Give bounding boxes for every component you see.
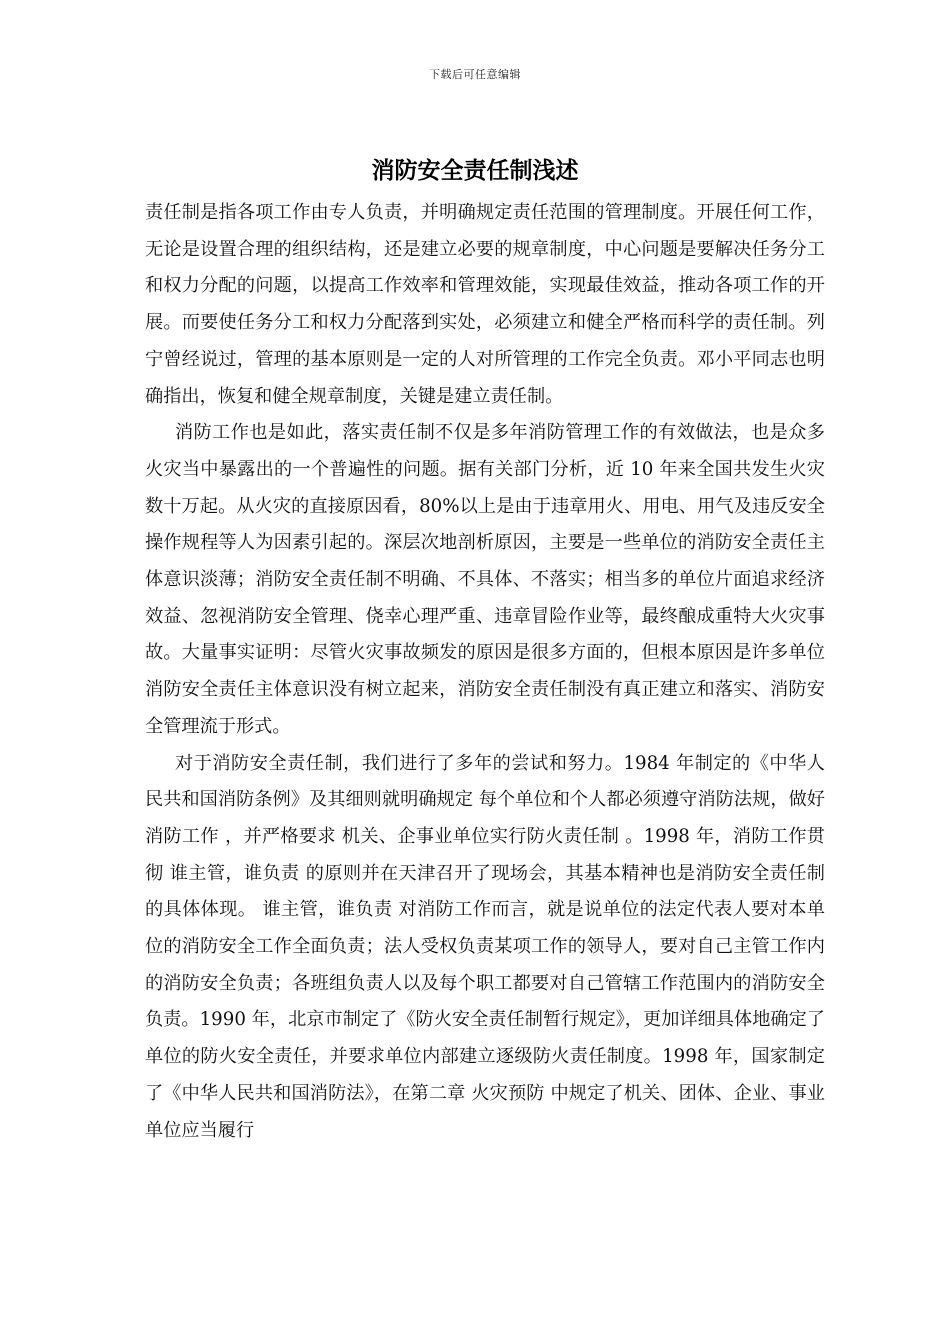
- header-note: 下载后可任意编辑: [429, 68, 521, 81]
- document-title: 消防安全责任制浅述: [371, 158, 579, 184]
- paragraph-3: 对于消防安全责任制，我们进行了多年的尝试和努力。1984 年制定的《中华人民共和国消防条例》及其细则就明确规定 每个单位和个人都必须遵守消防法规，做好消防工作 ，并严格要求 机关、企事业单位实行防火责任制 。1998 年，消防工作贯彻 谁主管，谁负责 的原则并在天津召开了现场会，其基本精神也是消防安全责任制的具体体现。 谁主管，谁负责 对消防工作而言，就是说单位的法定代表人要对本单位的消防安全工作全面负责；法人受权负责某项工作的领导人，要对自己主管工作内的消防安全负责；各班组负责人以及每个职工都要对自己管辖工作范围内的消防安全负责。1990 年，北京市制定了《防火安全责任制暂行规定》，更加详细具体地确定了单位的防火安全责任，并要求单位内部建立逐级防火责任制度。1998 年，国家制定了《中华人民共和国消防法》，在第二章 火灾预防 中规定了机关、团体、企业、事业单位应当履行: [145, 752, 825, 1141]
- document-body: [145, 195, 825, 1149]
- paragraph-1: 责任制是指各项工作由专人负责，并明确规定责任范围的管理制度。开展任何工作，无论是设置合理的组织结构，还是建立必要的规章制度，中心问题是要解决任务分工和权力分配的问题，以提高工作效率和管理效能，实现最佳效益，推动各项工作的开展。而要使任务分工和权力分配落到实处，必须建立和健全严格而科学的责任制。列宁曾经说过，管理的基本原则是一定的人对所管理的工作完全负责。邓小平同志也明确指出，恢复和健全规章制度，关键是建立责任制。: [145, 202, 825, 407]
- paragraph-2: 消防工作也是如此，落实责任制不仅是多年消防管理工作的有效做法，也是众多火灾当中暴露出的一个普遍性的问题。据有关部门分析，近 10 年来全国共发生火灾数十万起。从火灾的直接原因看，80%以上是由于违章用火、用电、用气及违反安全操作规程等人为因素引起的。深层次地剖析原因，主要是一些单位的消防安全责任主体意识淡薄；消防安全责任制不明确、不具体、不落实；相当多的单位片面追求经济效益、忽视消防安全管理、侥幸心理严重、违章冒险作业等，最终酿成重特大火灾事故。大量事实证明：尽管火灾事故频发的原因是很多方面的，但根本原因是许多单位消防安全责任主体意识没有树立起来，消防安全责任制没有真正建立和落实、消防安全管理流于形式。: [145, 422, 825, 737]
